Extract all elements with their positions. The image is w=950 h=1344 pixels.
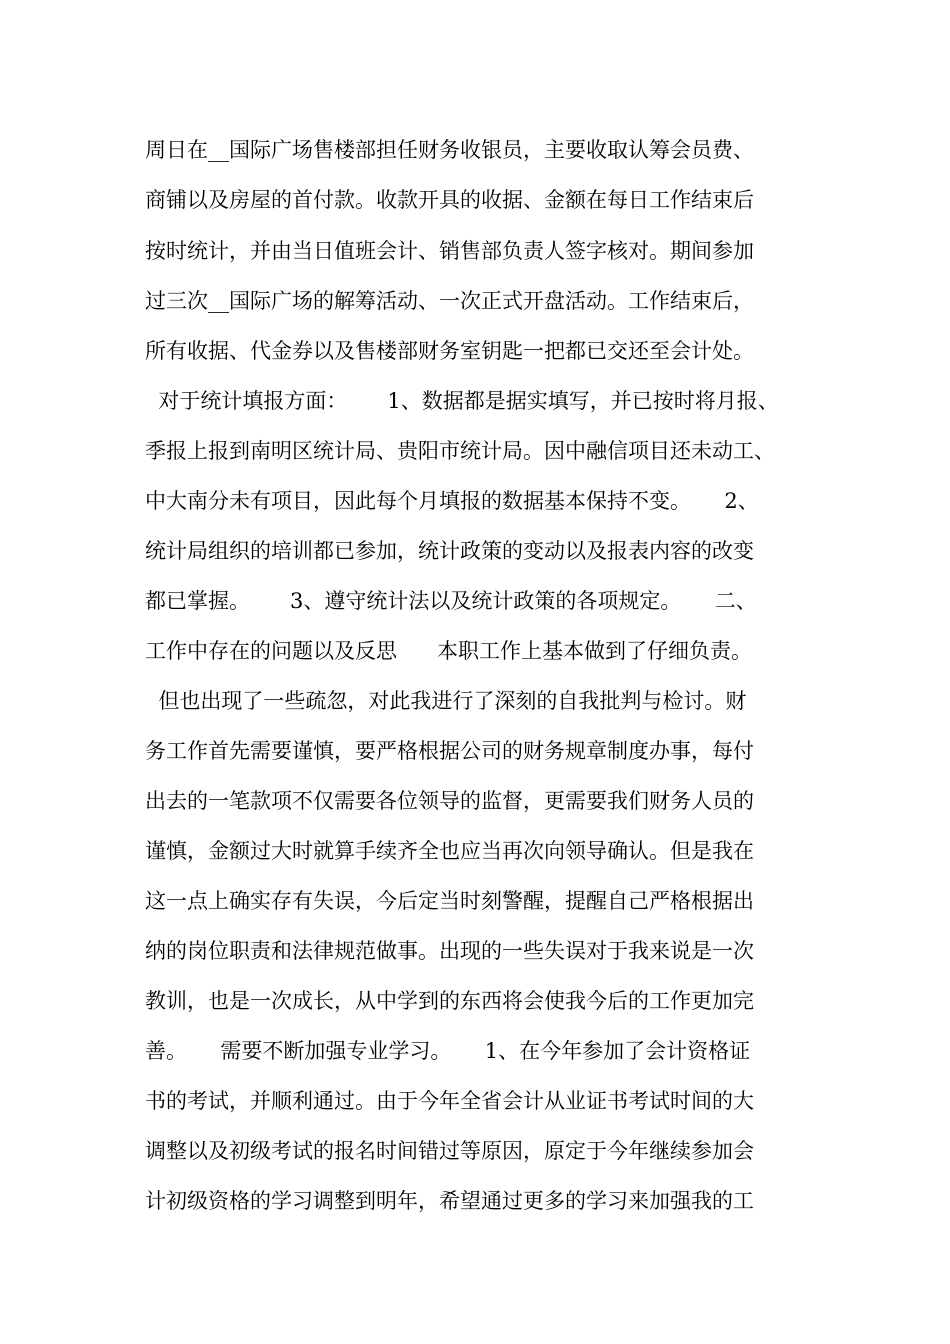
text-line: 都已掌握。 3、遵守统计法以及统计政策的各项规定。 二、 (145, 589, 757, 613)
text-line: 计初级资格的学习调整到明年，希望通过更多的学习来加强我的工 (145, 1189, 754, 1213)
text-line: 调整以及初级考试的报名时间错过等原因，原定于今年继续参加会 (145, 1139, 754, 1163)
text-line: 按时统计，并由当日值班会计、销售部负责人签字核对。期间参加 (145, 239, 754, 263)
text-line: 对于统计填报方面： 1、数据都是据实填写，并已按时将月报、 (145, 389, 779, 413)
text-line: 中大南分未有项目，因此每个月填报的数据基本保持不变。 2、 (145, 489, 759, 513)
text-line: 工作中存在的问题以及反思 本职工作上基本做到了仔细负责。 (145, 639, 753, 663)
text-line: 但也出现了一些疏忽，对此我进行了深刻的自我批判与检讨。财 (145, 689, 747, 713)
text-line: 谨慎，金额过大时就算手续齐全也应当再次向领导确认。但是我在 (145, 839, 754, 863)
text-line: 过三次__国际广场的解筹活动、一次正式开盘活动。工作结束后， (145, 289, 754, 313)
text-line: 季报上报到南明区统计局、贵阳市统计局。因中融信项目还未动工、 (145, 439, 775, 463)
text-line: 书的考试，并顺利通过。由于今年全省会计从业证书考试时间的大 (145, 1089, 754, 1113)
text-line: 善。 需要不断加强专业学习。 1、在今年参加了会计资格证 (145, 1039, 751, 1063)
text-line: 这一点上确实存有失误，今后定当时刻警醒，提醒自己严格根据出 (145, 889, 754, 913)
text-line: 周日在__国际广场售楼部担任财务收银员，主要收取认筹会员费、 (145, 138, 754, 162)
text-line: 统计局组织的培训都已参加，统计政策的变动以及报表内容的改变 (145, 539, 754, 563)
text-line: 出去的一笔款项不仅需要各位领导的监督，更需要我们财务人员的 (145, 789, 754, 813)
text-line: 所有收据、代金券以及售楼部财务室钥匙一把都已交还至会计处。 (145, 339, 754, 363)
text-line: 教训，也是一次成长，从中学到的东西将会使我今后的工作更加完 (145, 989, 754, 1013)
text-line: 商铺以及房屋的首付款。收款开具的收据、金额在每日工作结束后 (145, 188, 754, 212)
text-line: 纳的岗位职责和法律规范做事。出现的一些失误对于我来说是一次 (145, 939, 754, 963)
text-line: 务工作首先需要谨慎，要严格根据公司的财务规章制度办事，每付 (145, 739, 754, 763)
